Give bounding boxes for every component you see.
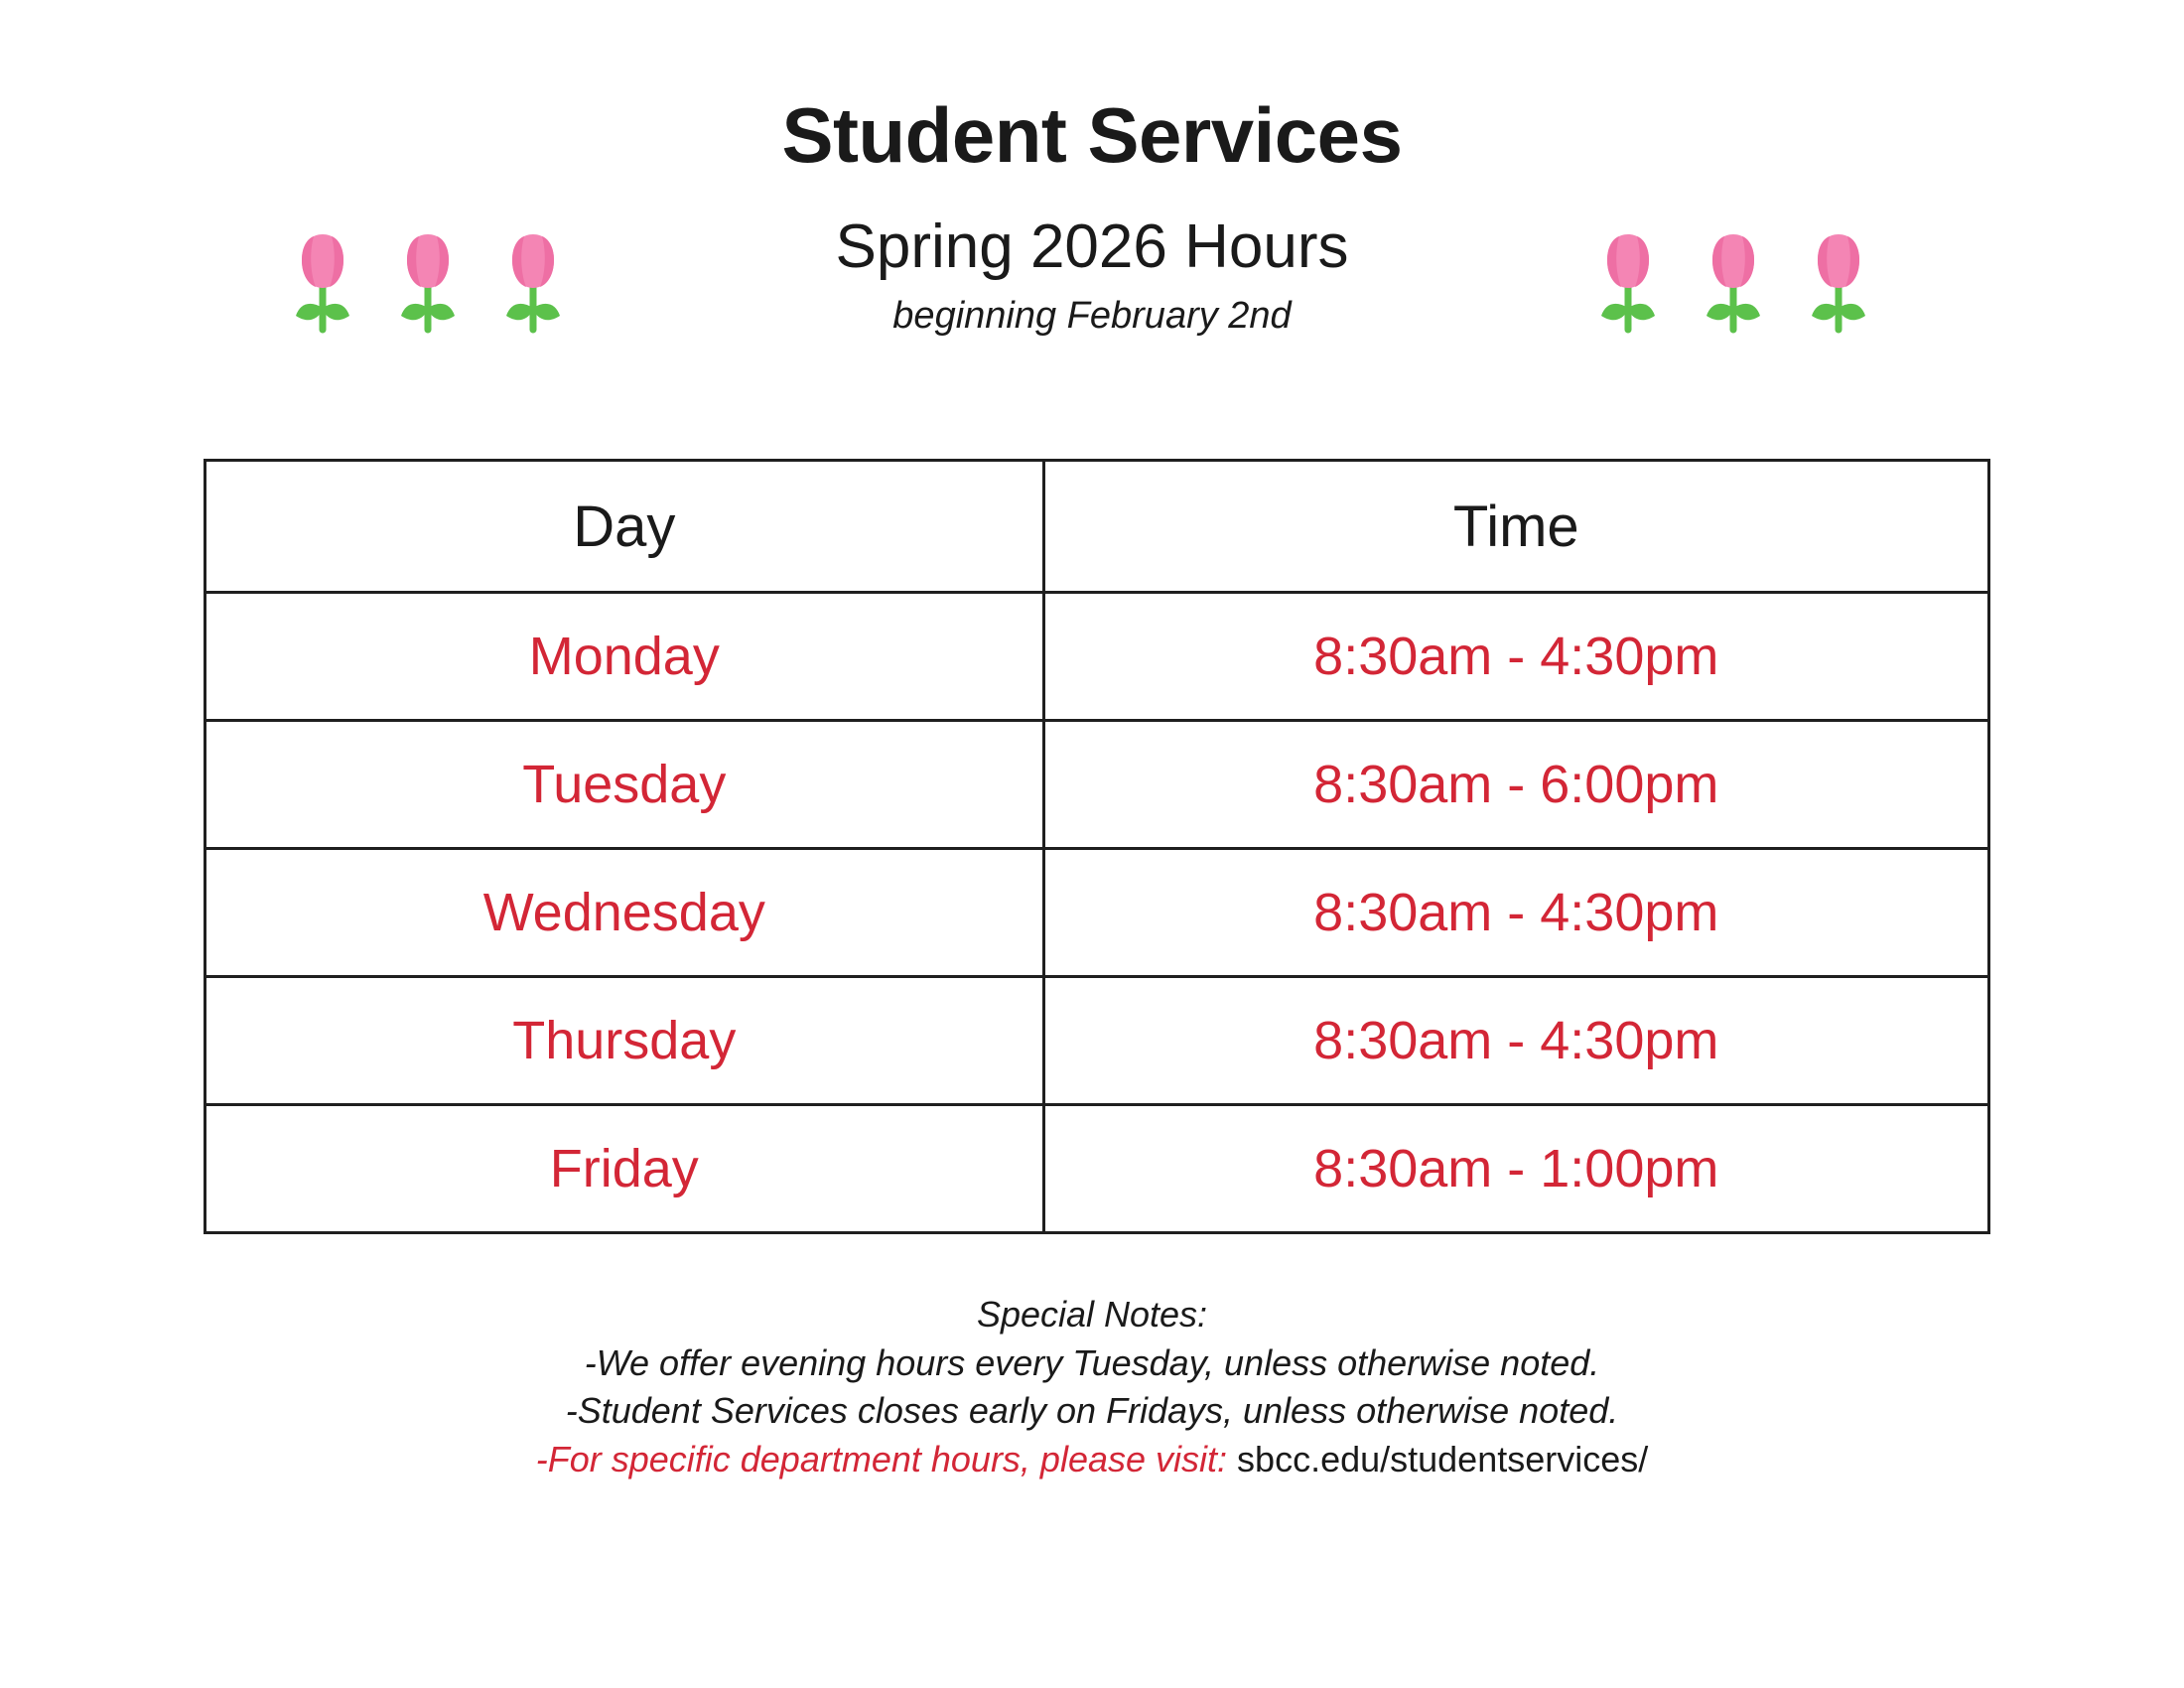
notes-line-3-label: -For specific department hours, please visit: bbox=[535, 1438, 1228, 1479]
time-cell: 8:30am - 4:30pm bbox=[1043, 977, 1988, 1105]
day-cell: Tuesday bbox=[205, 721, 1044, 849]
hours-table-container bbox=[204, 459, 1990, 1234]
table-row bbox=[205, 593, 1989, 721]
table-header-row bbox=[205, 461, 1989, 593]
column-header-time: Time bbox=[1043, 461, 1988, 593]
day-cell: Friday bbox=[205, 1105, 1044, 1233]
time-cell: 8:30am - 4:30pm bbox=[1043, 593, 1988, 721]
tulip-icon bbox=[498, 230, 568, 340]
day-cell: Monday bbox=[205, 593, 1044, 721]
page-subtitle: Spring 2026 Hours bbox=[835, 211, 1349, 281]
notes-line-1: -We offer evening hours every Tuesday, unless otherwise noted. bbox=[584, 1341, 1600, 1383]
table-row bbox=[205, 977, 1989, 1105]
day-cell: Thursday bbox=[205, 977, 1044, 1105]
notes-line-2: -Student Services closes early on Fridays, unless otherwise noted. bbox=[565, 1390, 1619, 1432]
page-subsubtitle: beginning February 2nd bbox=[892, 294, 1292, 337]
notes-heading: Special Notes: bbox=[976, 1294, 1208, 1335]
tulip-icon bbox=[393, 230, 463, 340]
table-row bbox=[205, 849, 1989, 977]
tulip-icon bbox=[1699, 230, 1768, 340]
table-row bbox=[205, 721, 1989, 849]
notes-line-3 bbox=[0, 1436, 2184, 1484]
tulip-group-right bbox=[1593, 230, 1873, 340]
page-title: Student Services bbox=[781, 91, 1403, 179]
time-cell: 8:30am - 4:30pm bbox=[1043, 849, 1988, 977]
tulip-icon bbox=[1593, 230, 1663, 340]
studentservices-url[interactable]: sbcc.edu/studentservices/ bbox=[1237, 1438, 1649, 1479]
tulip-group-left bbox=[288, 230, 568, 340]
column-header-day: Day bbox=[205, 461, 1044, 593]
hours-table bbox=[204, 459, 1990, 1234]
tulip-icon bbox=[288, 230, 357, 340]
day-cell: Wednesday bbox=[205, 849, 1044, 977]
time-cell: 8:30am - 6:00pm bbox=[1043, 721, 1988, 849]
tulip-icon bbox=[1804, 230, 1873, 340]
time-cell: 8:30am - 1:00pm bbox=[1043, 1105, 1988, 1233]
table-row bbox=[205, 1105, 1989, 1233]
special-notes bbox=[0, 1291, 2184, 1483]
